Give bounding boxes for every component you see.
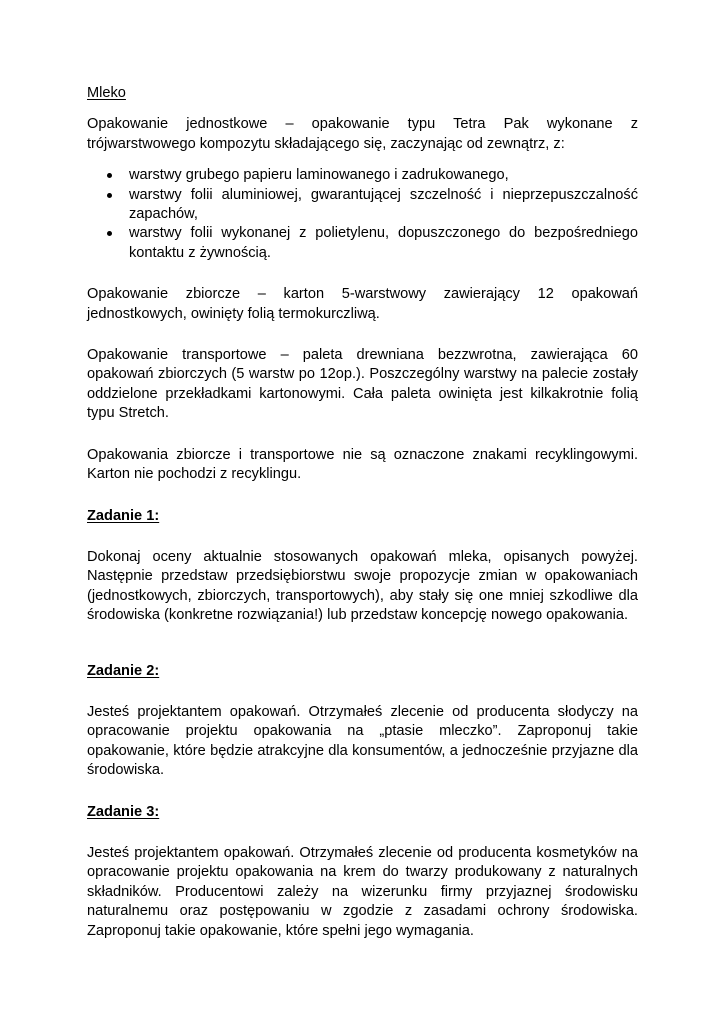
bullet-icon <box>107 193 112 198</box>
layer-text: warstwy grubego papieru laminowanego i zadrukowanego, <box>129 167 509 184</box>
collective-packaging-paragraph: Opakowanie zbiorcze – karton 5-warstwowy zawierający 12 opakowań jednostkowych, owinięty folią termokurczliwą. <box>87 286 638 322</box>
layer-text: warstwy folii wykonanej z polietylenu, dopuszczonego do bezpośredniego kontaktu z żywnością. <box>129 225 638 261</box>
task-2-heading: Zadanie 2: <box>87 662 160 679</box>
unit-packaging-line-1: Opakowanie jednostkowe – opakowanie typu Tetra Pak wykonane z <box>87 116 638 133</box>
unit-packaging-line-2: trójwarstwowego kompozytu składającego się, zaczynając od zewnątrz, z: <box>87 135 565 152</box>
task-2-text: Jesteś projektantem opakowań. Otrzymałeś zlecenie od producenta słodyczy na opracowanie projektu opakowania na „ptasie mleczko”. Zaproponuj takie opakowanie, które będzie atrakcyjne dla konsumentów, a jednocześnie przyjazne dla środowiska. <box>87 703 638 779</box>
recycling-note-paragraph: Opakowania zbiorcze i transportowe nie są oznaczone znakami recyklingowymi. Karton nie pochodzi z recyklingu. <box>87 446 638 483</box>
list-item <box>87 186 638 225</box>
task-3-heading: Zadanie 3: <box>87 803 160 820</box>
bullet-icon <box>107 231 112 236</box>
packaging-layers-list <box>87 166 638 263</box>
task-1-text: Dokonaj oceny aktualnie stosowanych opakowań mleka, opisanych powyżej. Następnie przedstaw przedsiębiorstwu swoje propozycje zmian w opakowaniach (jednostkowych, zbiorczych, transportowych), aby stały się one mniej szkodliwe dla środowiska (konkretne rozwiązania!) lub przedstaw koncepcję nowego opakowania. <box>87 548 638 624</box>
bullet-icon <box>107 173 112 178</box>
list-item <box>87 166 638 185</box>
document-title: Mleko <box>87 85 126 101</box>
list-item <box>87 224 638 263</box>
transport-packaging-paragraph: Opakowanie transportowe – paleta drewniana bezzwrotna, zawierająca 60 opakowań zbiorczych (5 warstw po 12op.). Poszczególny warstwy na palecie zostały oddzielone przekładkami kartonowymi. Cała paleta owinięta jest kilkakrotnie folią typu Stretch. <box>87 347 638 422</box>
document-page <box>87 84 638 941</box>
task-1-heading: Zadanie 1: <box>87 507 160 524</box>
task-3-text: Jesteś projektantem opakowań. Otrzymałeś zlecenie od producenta kosmetyków na opracowanie projektu opakowania na krem do twarzy produkowany z naturalnych składników. Producentowi zależy na wizerunku firmy przyjaznej środowisku naturalnemu oraz postępowaniu w zgodzie z zasadami ochrony środowiska. Zaproponuj takie opakowanie, które spełni jego wymagania. <box>87 844 638 939</box>
layer-text: warstwy folii aluminiowej, gwarantującej szczelność i nieprzepuszczalność zapachów, <box>129 186 638 223</box>
